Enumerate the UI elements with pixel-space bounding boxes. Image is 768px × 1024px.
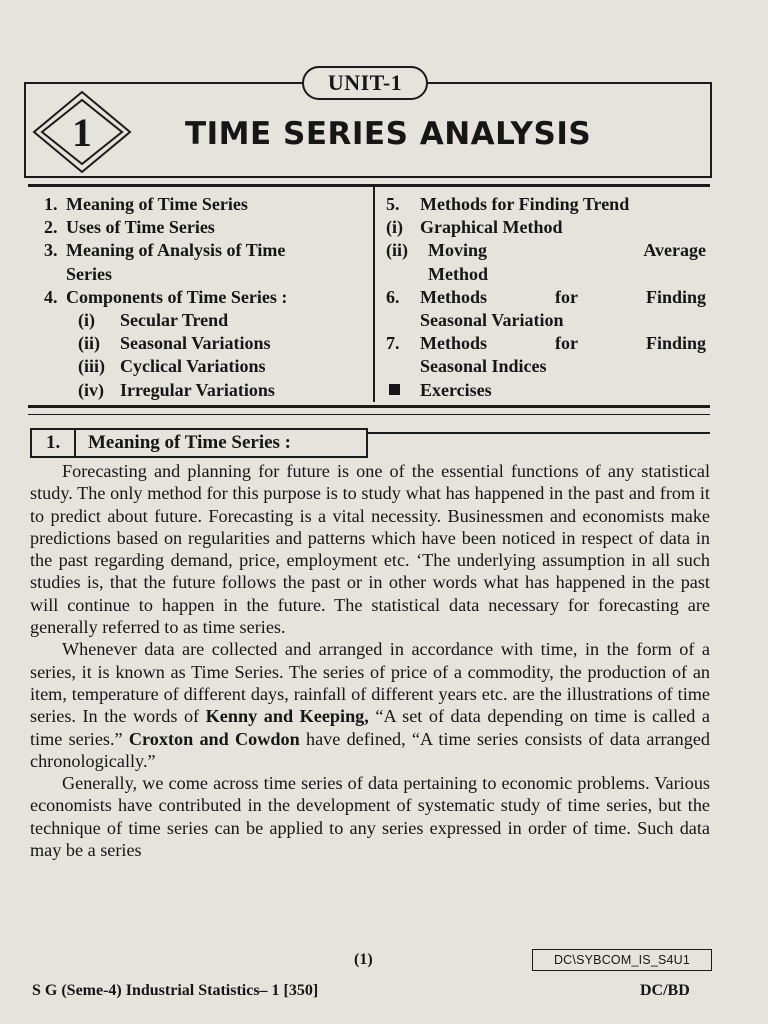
author-name: Croxton and Cowdon (128, 728, 300, 749)
contents-top-rule (28, 184, 710, 187)
page-number: (1) (354, 951, 373, 968)
contents-subitem: (ii) Seasonal Variations (78, 333, 271, 354)
contents-item: 4. Components of Time Series : (44, 286, 288, 307)
contents-subitem: (i) Graphical Method (386, 217, 563, 238)
contents-subitem: (ii) Moving Average (386, 240, 706, 261)
paragraph: Generally, we come across time series of data pertaining to economic problems. Various economists have contributed in the development of systematic study of time series, but the technique of time series can be applied to any series expressed in order of time. Such data may be a series (30, 773, 710, 861)
contents-item-exercises: Exercises (386, 379, 706, 402)
chapter-title: TIME SERIES ANALYSIS (185, 116, 592, 152)
contents-item: 1. Meaning of Time Series (44, 194, 248, 214)
contents-subitem-continued: Method (428, 263, 488, 284)
section-number: 1. (46, 432, 61, 453)
contents-column-divider (373, 187, 375, 402)
contents-left-column (44, 193, 366, 402)
contents-item: 2. Uses of Time Series (44, 217, 215, 238)
contents-subitem: (i) Secular Trend (78, 310, 229, 331)
chapter-number-badge (32, 90, 132, 174)
paragraph: Forecasting and planning for future is one of the essential functions of any statistical study. The only method for this purpose is to study what has happened in the past and from it to predict about future. Forecasting is a vital necessity. Businessmen and economists make predictions based on regularities and patterns which have been noticed in respect of data in the past regarding demand, price, employment etc. ‘The underlying assumption in all such studies is, that the future follows the past or in other words what has happened in the past will continue to happen in the future. The statistical data necessary for forecasting are generally referred to as time series. (30, 461, 710, 638)
contents-right-column (386, 193, 706, 402)
body-text (30, 460, 710, 861)
paragraph: Whenever data are collected and arranged in accordance with time, in the form of a series, it is known as Time Series. The series of price of a commodity, the production of an item, temperature of different days, rainfall of different years etc. are the illustrations of time series. In the words of Kenny and Keeping, “A set of data depending on time is called a time series.” Croxton and Cowdon have defined, “A time series consists of data arranged chronologically.” (30, 639, 711, 771)
contents-item: 3. Meaning of Analysis of Time (44, 240, 286, 261)
contents-item-continued: Seasonal Indices (420, 356, 547, 377)
section-title: Meaning of Time Series : (88, 432, 291, 453)
document-code: DC\SYBCOM_IS_S4U1 (532, 949, 712, 971)
contents-bottom-rule-thin (28, 414, 710, 415)
chapter-number: 1 (72, 110, 92, 155)
unit-label: UNIT-1 (302, 66, 428, 100)
contents-item-continued: Series (66, 263, 112, 284)
contents-subitem: (iv) Irregular Variations (78, 379, 275, 400)
footer-publisher: DC/BD (640, 982, 690, 999)
contents-item: 5. Methods for Finding Trend (386, 194, 630, 214)
section-heading-rule (368, 432, 710, 434)
contents-bottom-rule (28, 405, 710, 408)
contents-subitem: (iii) Cyclical Variations (78, 356, 266, 377)
footer-course-info: S G (Seme-4) Industrial Statistics– 1 [350] (32, 982, 319, 999)
section-heading-divider (74, 428, 76, 458)
contents-item-continued: Seasonal Variation (420, 310, 564, 331)
author-name: Kenny and Keeping, (205, 706, 369, 727)
bullet-square-icon (389, 384, 400, 395)
contents-item: 6. Methods for Finding (386, 286, 706, 307)
contents-item: 7. Methods for Finding (386, 333, 706, 354)
